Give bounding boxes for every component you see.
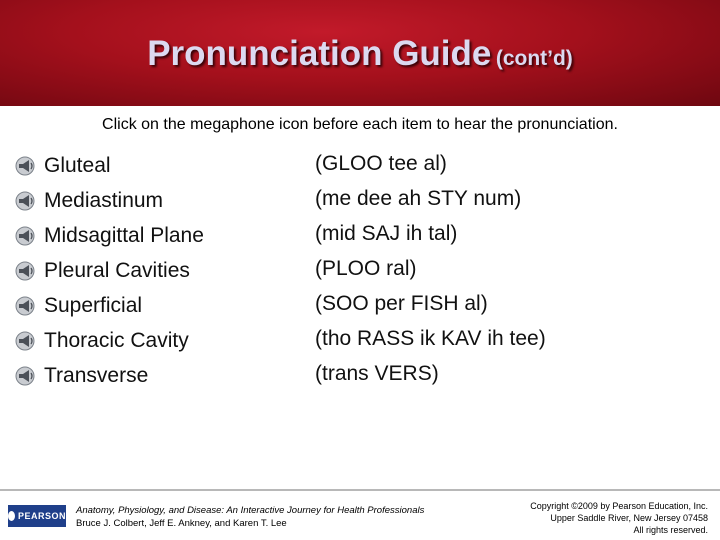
slide-title-main: Pronunciation Guide bbox=[147, 34, 492, 73]
book-citation bbox=[76, 504, 424, 530]
term-item-midsagittal-plane[interactable] bbox=[14, 218, 204, 253]
term-item-pleural-cavities[interactable] bbox=[14, 253, 204, 288]
megaphone-icon[interactable] bbox=[14, 260, 36, 282]
pronunciation-mediastinum: (me dee ah STY num) bbox=[315, 186, 522, 210]
pronunciation-list bbox=[315, 146, 546, 391]
term-item-superficial[interactable] bbox=[14, 288, 204, 323]
pearson-logo bbox=[8, 505, 66, 527]
pronunciation-transverse: (trans VERS) bbox=[315, 361, 439, 385]
term-item-gluteal[interactable] bbox=[14, 148, 204, 183]
pronunciation-midsagittal-plane: (mid SAJ ih tal) bbox=[315, 221, 458, 245]
term-item-transverse[interactable] bbox=[14, 358, 204, 393]
book-authors: Bruce J. Colbert, Jeff E. Ankney, and Karen T. Lee bbox=[76, 518, 287, 529]
megaphone-icon[interactable] bbox=[14, 365, 36, 387]
term-item-thoracic-cavity[interactable] bbox=[14, 323, 204, 358]
copyright-line: All rights reserved. bbox=[633, 525, 708, 535]
pearson-logo-mark bbox=[8, 511, 15, 521]
copyright-notice bbox=[530, 500, 708, 536]
pronunciation-gluteal: (GLOO tee al) bbox=[315, 151, 447, 175]
pearson-logo-text: PEARSON bbox=[17, 511, 66, 521]
footer-divider bbox=[0, 489, 720, 491]
instruction-text: Click on the megaphone icon before each item to hear the pronunciation. bbox=[102, 116, 618, 133]
term-list bbox=[14, 148, 204, 393]
term-label: Transverse bbox=[44, 363, 149, 387]
megaphone-icon[interactable] bbox=[14, 155, 36, 177]
term-item-mediastinum[interactable] bbox=[14, 183, 204, 218]
copyright-line: Upper Saddle River, New Jersey 07458 bbox=[550, 513, 708, 523]
slide-title-suffix: (cont’d) bbox=[495, 47, 573, 70]
term-label: Gluteal bbox=[44, 153, 111, 177]
slide-title bbox=[0, 34, 720, 74]
megaphone-icon[interactable] bbox=[14, 190, 36, 212]
megaphone-icon[interactable] bbox=[14, 295, 36, 317]
megaphone-icon[interactable] bbox=[14, 330, 36, 352]
pronunciation-thoracic-cavity: (tho RASS ik KAV ih tee) bbox=[315, 326, 546, 350]
term-label: Midsagittal Plane bbox=[44, 223, 204, 247]
copyright-line: Copyright ©2009 by Pearson Education, Inc. bbox=[530, 501, 708, 511]
term-label: Superficial bbox=[44, 293, 143, 317]
term-label: Thoracic Cavity bbox=[44, 328, 189, 352]
megaphone-icon[interactable] bbox=[14, 225, 36, 247]
book-title: Anatomy, Physiology, and Disease: An Interactive Journey for Health Professionals bbox=[76, 505, 425, 516]
term-label: Mediastinum bbox=[44, 188, 164, 212]
pronunciation-pleural-cavities: (PLOO ral) bbox=[315, 256, 417, 280]
pronunciation-superficial: (SOO per FISH al) bbox=[315, 291, 488, 315]
term-label: Pleural Cavities bbox=[44, 258, 190, 282]
